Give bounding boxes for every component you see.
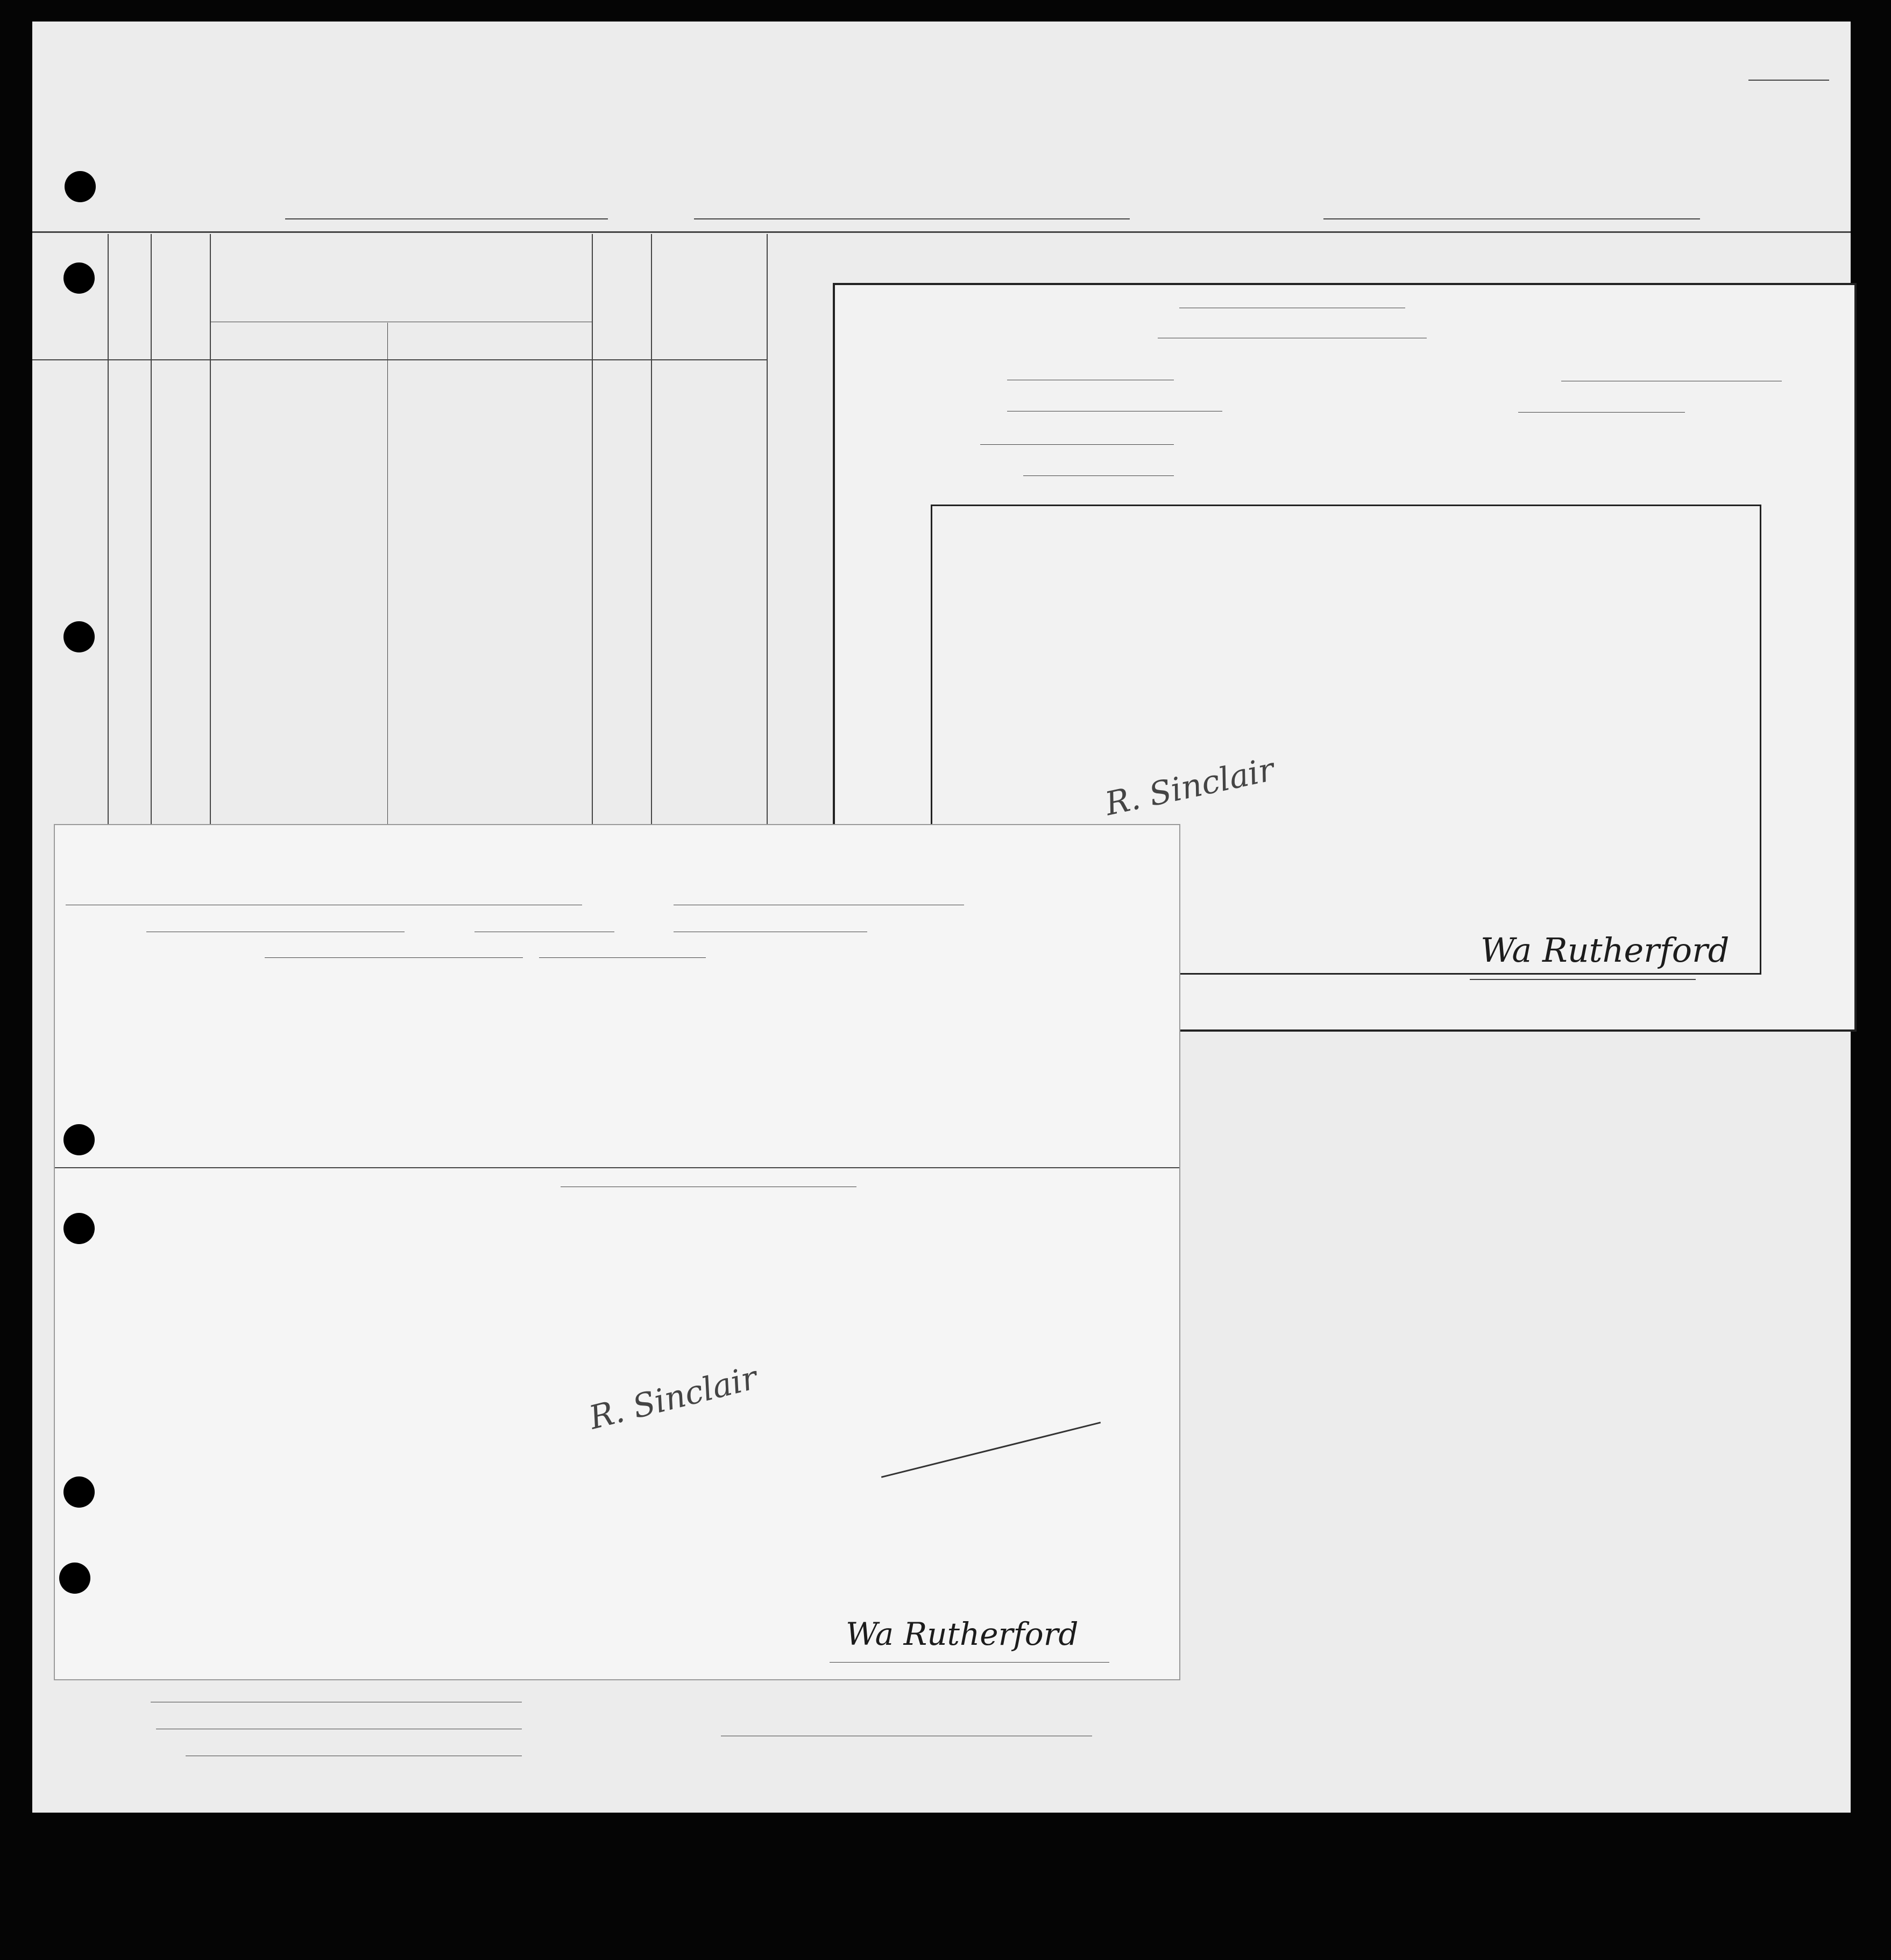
punch-hole — [63, 621, 95, 652]
punch-hole — [63, 1124, 95, 1155]
punch-hole — [65, 171, 96, 202]
customs-form — [54, 824, 1180, 1680]
captain-signature: Wa Rutherford — [1481, 931, 1730, 970]
punch-hole — [63, 262, 95, 294]
commander-signature: Wa Rutherford — [846, 1616, 1079, 1652]
punch-hole — [59, 1563, 90, 1594]
punch-hole — [63, 1213, 95, 1244]
punch-hole — [63, 1476, 95, 1508]
inspector-signature: R. Sinclair — [1102, 750, 1278, 823]
sheet-no — [1646, 58, 1668, 87]
customs-inspector-signature: R. Sinclair — [585, 1359, 761, 1437]
manifest-sheet — [32, 22, 1851, 1813]
alien-table — [103, 1016, 1174, 1161]
